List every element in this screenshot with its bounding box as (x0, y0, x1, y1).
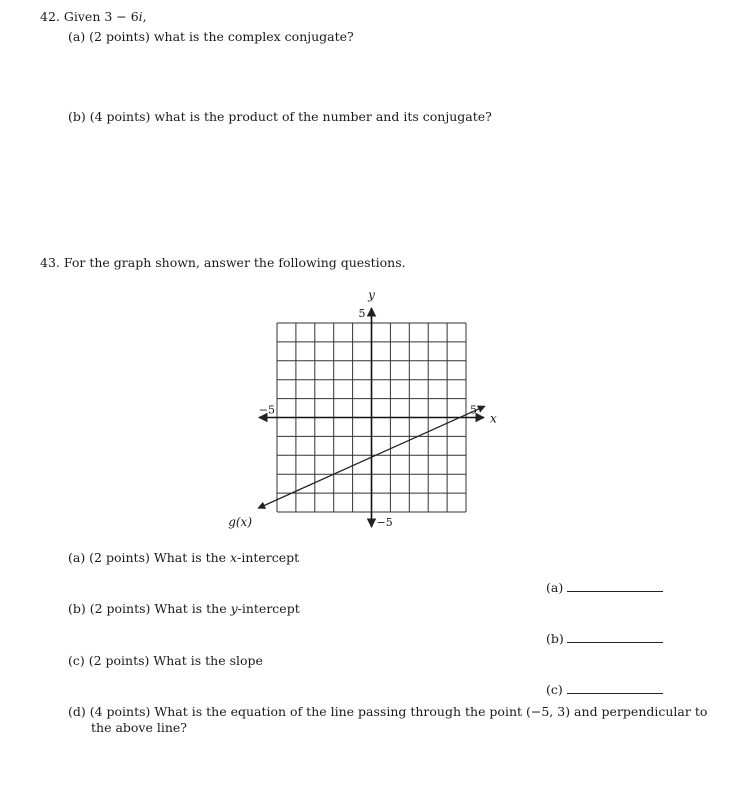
q43-part-d-line2: the above line? (91, 720, 188, 735)
x-axis-label: x (490, 411, 497, 426)
q42-end: , (142, 9, 147, 24)
q43-a-var: x (230, 550, 238, 565)
axes (259, 308, 484, 527)
tick-x-left: −5 (258, 403, 275, 417)
answer-blank-a[interactable] (567, 591, 663, 592)
q43-b-post: -intercept (237, 601, 300, 616)
tick-x-right: 5 (470, 403, 477, 417)
answer-label-a: (a) (546, 580, 564, 595)
q42-var: i (138, 9, 143, 24)
q43-number: 43. (40, 255, 60, 270)
answer-blank-c[interactable] (567, 693, 663, 694)
q42-part-b: (b) (4 points) what is the product of the number and its conjugate? (68, 109, 492, 124)
answer-blank-b[interactable] (567, 642, 663, 643)
q42-part-a: (a) (2 points) what is the complex conjugate? (68, 29, 354, 44)
q43-part-c: (c) (2 points) What is the slope (68, 653, 263, 668)
q43-part-d-line1: (d) (4 points) What is the equation of the line passing through the point (−5, 3) and perpendicular to (68, 704, 708, 719)
q43-b-text: (b) (2 points) What is the (68, 601, 231, 616)
q43-part-a (68, 550, 299, 565)
q43-part-b (68, 601, 300, 616)
answer-label-b: (b) (546, 631, 564, 646)
tick-y-bottom: −5 (376, 516, 393, 529)
q42-text: Given 3 − 6 (63, 9, 139, 24)
q42-stem (40, 9, 147, 24)
function-label: g(x) (228, 515, 252, 529)
q43-text: For the graph shown, answer the following questions. (63, 255, 406, 270)
q43-b-var: y (230, 601, 238, 616)
q43-a-text: (a) (2 points) What is the (68, 550, 231, 565)
q42-number: 42. (40, 9, 60, 24)
q43-a-post: -intercept (237, 550, 300, 565)
q43-stem (40, 255, 406, 270)
answer-label-c: (c) (546, 682, 563, 697)
coordinate-graph (220, 283, 510, 533)
y-axis-label: y (368, 288, 375, 302)
tick-y-top: 5 (358, 307, 366, 320)
